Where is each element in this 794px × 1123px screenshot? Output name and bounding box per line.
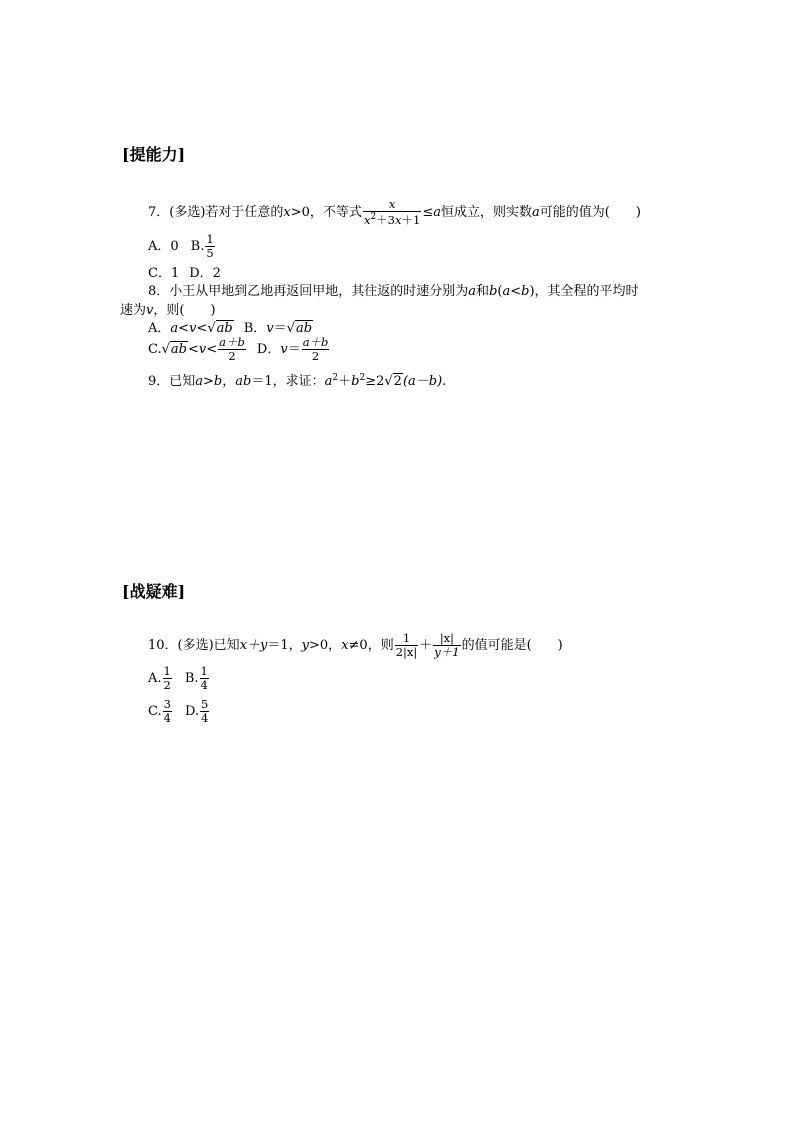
q10-f2-num: |x|	[439, 631, 455, 645]
q7-option-a: A．0	[148, 239, 179, 255]
q10-optd-num: 5	[201, 697, 209, 711]
q7-var-x: x	[283, 205, 291, 221]
q7-optb-den: 5	[206, 246, 214, 261]
q9-cond2: ab	[235, 374, 252, 389]
q7-den-x: x	[363, 213, 371, 228]
q10-option-b-label: B.	[184, 671, 199, 687]
q8-optb-sqrt: √ab	[286, 321, 313, 336]
q10-frac2	[433, 632, 460, 659]
q8-options-ab	[148, 317, 313, 336]
q10-eq1: ＝1，	[267, 638, 302, 654]
q10-optd-frac	[200, 698, 209, 725]
q7-den-sup: 2	[370, 212, 377, 223]
q10-optc-num: 3	[163, 697, 171, 711]
q7-den-1: ＋1	[401, 213, 421, 228]
q9-sup2: 2	[359, 373, 366, 383]
q8-optd-den: 2	[302, 349, 330, 363]
q8-option-b-label: B．	[243, 321, 267, 336]
q10-optb-den: 4	[200, 678, 208, 693]
q9-eq1: ＝1，求证：	[251, 374, 325, 389]
q8-opta-rad: ab	[216, 321, 233, 336]
q8-optd-eq: ＝	[287, 342, 301, 358]
q10-optd-den: 4	[201, 711, 209, 726]
q8-line1-tail: )，其全程的平均时	[529, 284, 639, 299]
q8-optc-frac	[218, 336, 246, 363]
q7-options-ab	[148, 233, 216, 260]
q7-den-x2: x	[395, 213, 402, 228]
q7-mid: 恒成立，则实数	[441, 205, 533, 221]
q8-var-b: b	[489, 284, 498, 299]
question-8-stem-line1	[148, 280, 639, 299]
q8-opta-v: v	[189, 321, 197, 336]
question-7-stem	[148, 198, 641, 227]
q9-lhs-b: b	[351, 374, 360, 389]
q8-opta-a: a	[170, 321, 179, 336]
q8-line2-tail: ，则( )	[153, 303, 216, 318]
q7-den-3: ＋3	[376, 213, 395, 228]
q8-option-d-label: D．	[256, 342, 281, 358]
q10-optc-den: 4	[163, 711, 171, 726]
q10-option-a-label: A.	[148, 671, 162, 687]
q10-f1-num: 1	[402, 631, 411, 645]
q7-var-a: a	[433, 205, 441, 221]
q8-optb-v: v	[266, 321, 274, 336]
q8-optc-num: a＋b	[219, 335, 245, 349]
q7-option-b-label: B.	[190, 239, 205, 255]
q7-tail: 可能的值为( )	[539, 205, 641, 221]
q7-option-b-frac	[205, 233, 214, 260]
q7-fraction	[363, 198, 421, 227]
q10-frac1	[395, 632, 419, 659]
q8-and: 和	[476, 284, 490, 299]
q8-opta-lt1: <	[178, 321, 190, 336]
q8-var-a2: a	[502, 284, 511, 299]
q9-rad: 2	[393, 374, 402, 389]
section-title-challenge: [战疑难]	[122, 582, 186, 601]
q10-cond3: x	[341, 638, 349, 654]
q10-options-cd	[148, 698, 210, 725]
q10-opta-den: 2	[163, 678, 171, 693]
q10-optc-frac	[163, 698, 172, 725]
q7-lead: 7．(多选)若对于任意的	[148, 205, 284, 221]
q8-optc-den: 2	[218, 349, 246, 363]
q10-f2-den: y＋1	[434, 645, 460, 660]
q8-optd-num: a＋b	[302, 335, 329, 349]
q10-optb-frac	[200, 665, 209, 692]
q10-option-d-label: D.	[184, 704, 200, 720]
q8-opta-sqrt: √ab	[207, 321, 233, 336]
q10-tail: 的值可能是( )	[461, 638, 563, 654]
q8-optd-frac	[302, 336, 330, 363]
question-9-stem	[148, 370, 446, 389]
q8-optc-lt2: <	[206, 342, 218, 358]
q8-opta-lt2: <	[196, 321, 208, 336]
q7-frac-num: x	[388, 197, 396, 211]
q7-frac-den	[363, 211, 421, 227]
q8-optd-v: v	[280, 342, 288, 358]
q7-var-a2: a	[532, 205, 540, 221]
q7-option-d: D．2	[189, 266, 221, 281]
q7-gt0: >0，不等式	[290, 205, 362, 221]
q8-var-v: v	[146, 303, 154, 318]
q7-optb-num: 1	[206, 232, 214, 246]
q9-lhs-a: a	[324, 374, 333, 389]
q9-geq: ≥2	[365, 374, 385, 389]
q10-neq: ≠0，则	[348, 638, 394, 654]
q8-var-a: a	[468, 284, 477, 299]
question-8-stem-line2	[120, 299, 216, 318]
q10-options-ab	[148, 665, 210, 692]
q10-option-c-label: C.	[148, 704, 162, 720]
q8-line2-lead: 速为	[120, 303, 147, 318]
q10-optb-num: 1	[200, 664, 208, 678]
q7-option-c: C．1	[148, 266, 180, 281]
q10-lead: 10．(多选)已知	[148, 638, 240, 654]
q8-optb-rad: ab	[295, 321, 313, 336]
q7-options-cd	[148, 262, 221, 281]
q10-opta-frac	[163, 665, 172, 692]
q8-option-c-label: C.	[148, 342, 162, 358]
q10-cond2: y	[301, 638, 310, 654]
q8-paren: (	[497, 284, 503, 299]
q10-opta-num: 1	[163, 664, 171, 678]
q10-f1-den: 2|x|	[395, 645, 418, 660]
q8-optc-sqrt: √ab	[161, 342, 187, 358]
q8-optb-eq: ＝	[273, 321, 287, 336]
q8-optc-v: v	[198, 342, 207, 358]
q8-optc-lt1: <	[188, 342, 199, 358]
q9-comma: ，	[222, 374, 236, 389]
q8-option-a-label: A．	[148, 321, 171, 336]
q9-end: .	[442, 374, 447, 389]
q9-sup1: 2	[332, 373, 339, 383]
q8-var-b2: b	[521, 284, 530, 299]
q8-optc-rad: ab	[170, 342, 187, 358]
q9-cond1: a>b	[195, 374, 223, 389]
q9-lead: 9．已知	[148, 374, 196, 389]
q10-plus: ＋	[419, 638, 433, 654]
question-10-stem	[148, 632, 563, 659]
q7-leq: ≤	[422, 205, 434, 221]
q10-cond1: x＋y	[239, 638, 268, 654]
q9-rhs: (a－b)	[402, 374, 443, 389]
q9-sqrt: √2	[384, 374, 402, 389]
section-title-improve: [提能力]	[122, 145, 186, 164]
q10-gt0: >0，	[309, 638, 342, 654]
q8-options-cd	[148, 336, 330, 363]
q8-line1-lead: 8．小王从甲地到乙地再返回甲地，其往返的时速分别为	[148, 284, 469, 299]
q8-lt: <	[510, 284, 522, 299]
q9-plus: ＋	[338, 374, 352, 389]
